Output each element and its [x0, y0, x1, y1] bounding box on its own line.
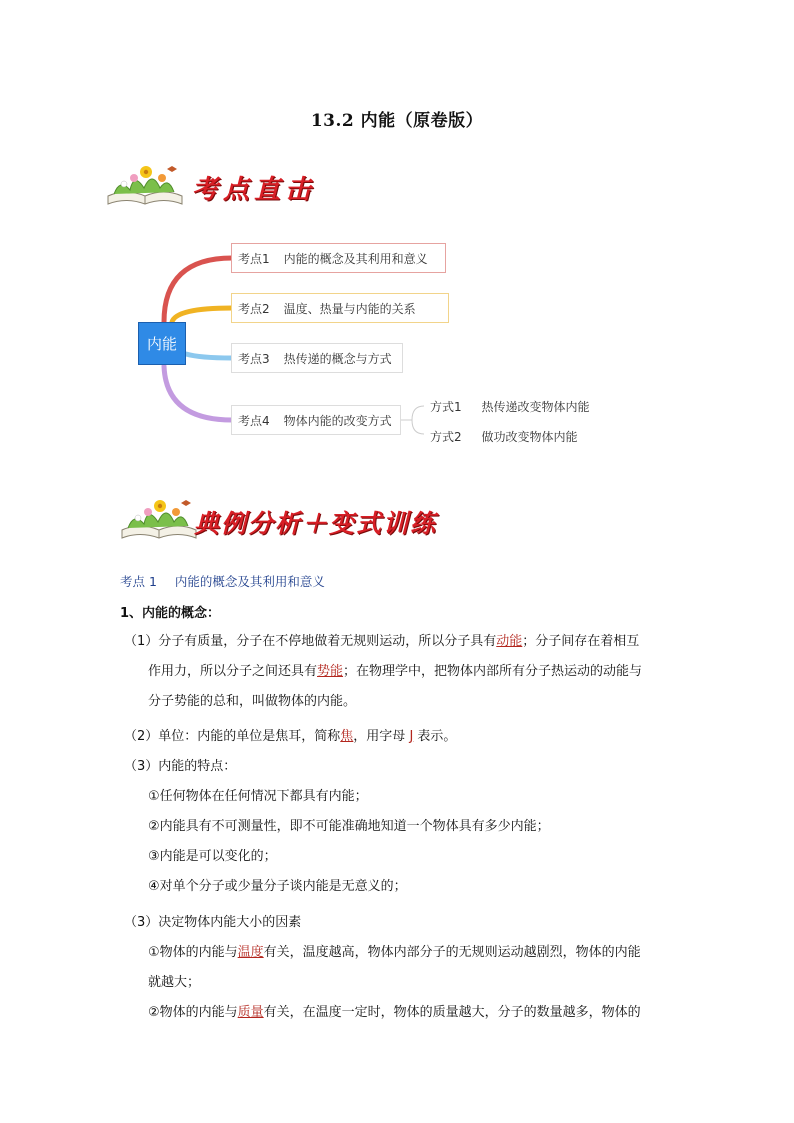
- mindmap-node-2-num: 考点2: [238, 301, 270, 316]
- text-run: （2）单位：内能的单位是焦耳，简称: [124, 729, 341, 744]
- mindmap-branch-2-text: 做功改变物体内能: [481, 430, 578, 444]
- mindmap-node-1: [231, 243, 446, 273]
- paragraph-3-head: （3）内能的特点：: [124, 759, 237, 774]
- paragraph-4-head: （3）决定物体内能大小的因素: [124, 915, 302, 930]
- mindmap-node-4: [231, 405, 401, 435]
- banner-kaodian-text: 考点直击: [192, 175, 317, 205]
- term-dongneng: 动能: [496, 634, 523, 649]
- paragraph-1-line-3: [124, 687, 684, 717]
- mindmap-branch-2-num: 方式2: [430, 430, 462, 444]
- text-run: ①物体的内能与: [148, 945, 238, 960]
- text-run: 分子势能的总和，叫做物体的内能。: [148, 694, 357, 709]
- mindmap-node-3-text: 热传递的概念与方式: [283, 351, 392, 366]
- text-run: 表示。: [413, 729, 457, 744]
- mindmap-node-3-num: 考点3: [238, 351, 270, 366]
- term-jiao: 焦: [340, 729, 354, 744]
- mindmap-branch-2: [430, 428, 577, 445]
- mindmap-branch-1-text: 热传递改变物体内能: [481, 400, 590, 414]
- term-wendu: 温度: [237, 945, 264, 960]
- mindmap-node-3: [231, 343, 403, 373]
- list-item: ③内能是可以变化的；: [148, 849, 277, 864]
- mindmap-node-2-text: 温度、热量与内能的关系: [283, 301, 416, 316]
- paragraph-1-line-1: [124, 627, 684, 657]
- term-shineng: 势能: [317, 664, 344, 679]
- mindmap-branch-1-num: 方式1: [430, 400, 462, 414]
- page-title: 13.2 内能（原卷版）: [310, 111, 484, 131]
- text-run: ，用字母: [353, 729, 410, 744]
- term-j: J: [409, 729, 414, 744]
- paragraph-1: [124, 627, 684, 717]
- list-item: [124, 938, 684, 968]
- mindmap-node-4-num: 考点4: [238, 413, 270, 428]
- text-run: （1）分子有质量，分子在不停地做着无规则运动，所以分子具有: [124, 634, 497, 649]
- text-run: 有关，在温度一定时，物体的质量越大，分子的数量越多，物体的: [263, 1005, 641, 1020]
- paragraph-1-line-2: [124, 657, 684, 687]
- list-item: ④对单个分子或少量分子谈内能是无意义的；: [148, 879, 407, 894]
- paragraph-4: [124, 908, 684, 1028]
- term-zhiliang: 质量: [237, 1005, 264, 1020]
- section-label: [120, 572, 325, 590]
- list-item: [124, 998, 684, 1028]
- banner-dianli: [118, 494, 498, 546]
- paragraph-2: [124, 722, 456, 752]
- mindmap-center: 内能: [138, 322, 186, 365]
- text-run: ；分子间存在着相互: [522, 634, 640, 649]
- heading-neneng-concept: 1、内能的概念：: [120, 606, 221, 621]
- mindmap-node-1-num: 考点1: [238, 251, 270, 266]
- section-label-num: 考点 1: [120, 574, 157, 589]
- mindmap-connectors: [0, 0, 794, 470]
- text-run: ；在物理学中，把物体内部所有分子热运动的动能与: [343, 664, 643, 679]
- text-run: ②物体的内能与: [148, 1005, 238, 1020]
- mindmap-node-2: [231, 293, 449, 323]
- text-run: 有关，温度越高，物体内部分子的无规则运动越剧烈，物体的内能: [263, 945, 641, 960]
- text-run: 作用力，所以分子之间还具有: [148, 664, 318, 679]
- book-flowers-icon: [118, 494, 200, 544]
- section-label-text: 内能的概念及其利用和意义: [174, 574, 325, 589]
- mindmap-branch-1: [430, 398, 589, 415]
- mindmap: [0, 0, 794, 470]
- list-item: ①任何物体在任何情况下都具有内能；: [148, 789, 368, 804]
- list-item-continued: 就越大；: [148, 975, 201, 990]
- mindmap-node-1-text: 内能的概念及其利用和意义: [283, 251, 428, 266]
- paragraph-3: [124, 752, 550, 902]
- banner-dianli-text: 典例分析＋变式训练: [194, 509, 438, 538]
- list-item: ②内能具有不可测量性，即不可能准确地知道一个物体具有多少内能；: [148, 819, 550, 834]
- mindmap-node-4-text: 物体内能的改变方式: [283, 413, 392, 428]
